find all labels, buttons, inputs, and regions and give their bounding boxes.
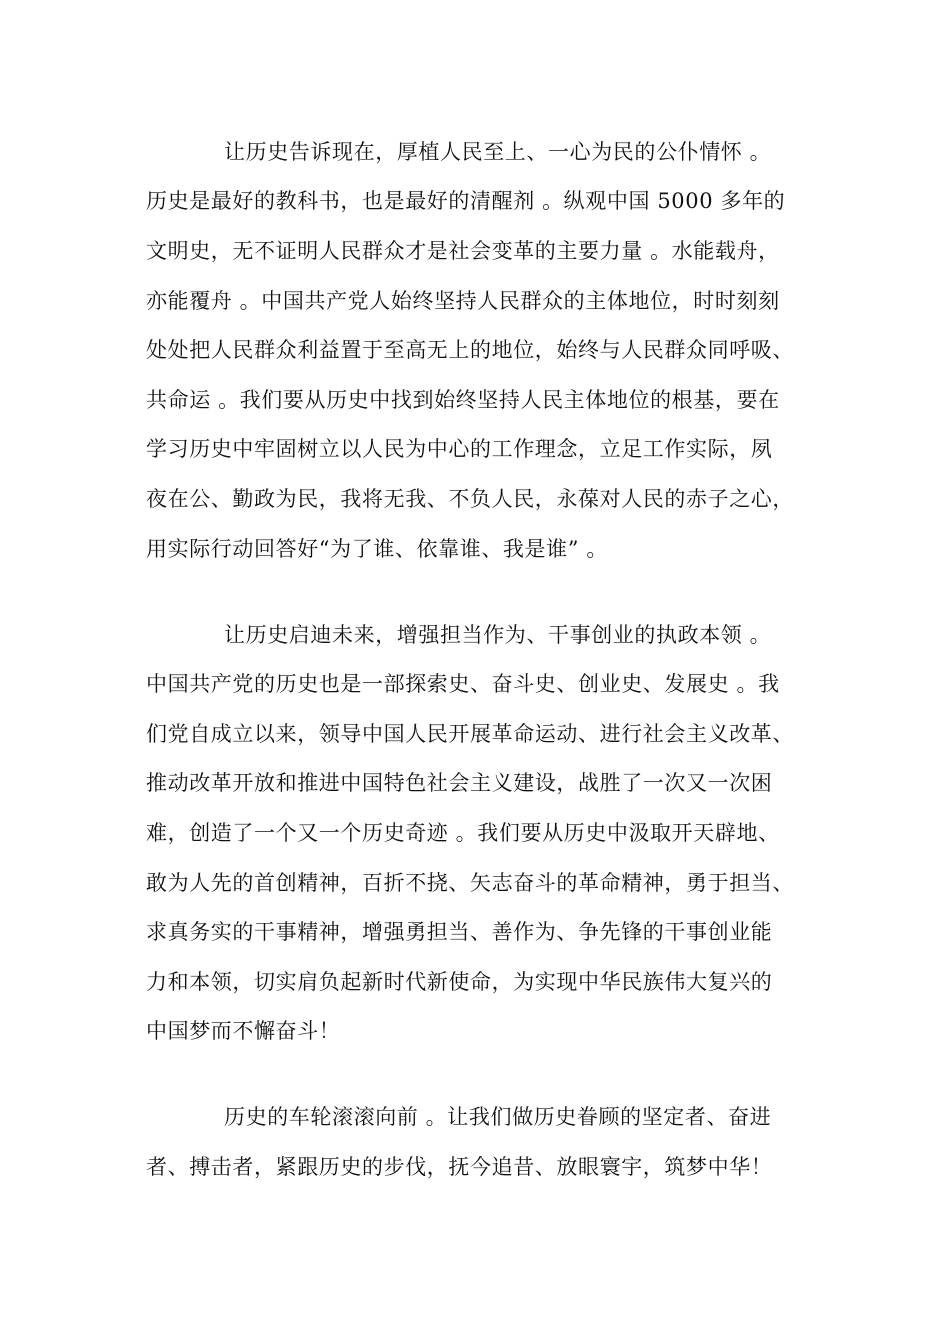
- paragraph-1-line-8: 夜在公、勤政为民，我将无我、不负人民，永葆对人民的赤子之心，: [146, 487, 794, 511]
- paragraph-2-line-8: 力和本领，切实肩负起新时代新使命，为实现中华民族伟大复兴的: [146, 970, 773, 994]
- paragraph-1-line-6: 共命运 。我们要从历史中找到始终坚持人民主体地位的根基，要在: [146, 388, 780, 412]
- paragraph-2-line-7: 求真务实的干事精神，增强勇担当、善作为、争先锋的干事创业能: [146, 920, 773, 944]
- paragraph-2-line-5: 难，创造了一个又一个历史奇迹 。我们要从历史中汲取开天辟地、: [146, 821, 780, 845]
- paragraph-2-line-4: 推动改革开放和推进中国特色社会主义建设，战胜了一次又一次困: [146, 771, 773, 795]
- paragraph-2-line-1: 让历史启迪未来，增强担当作为、干事创业的执政本领 。: [224, 623, 772, 647]
- paragraph-2-line-9: 中国梦而不懈奋斗！: [146, 1019, 341, 1043]
- paragraph-3-line-1: 历史的车轮滚滚向前 。让我们做历史眷顾的坚定者、奋进: [224, 1105, 772, 1129]
- paragraph-1-line-5: 处处把人民群众利益置于至高无上的地位，始终与人民群众同呼吸、: [146, 338, 794, 362]
- paragraph-1-line-1: 让历史告诉现在，厚植人民至上、一心为民的公仆情怀 。: [224, 140, 772, 164]
- paragraph-3-line-2: 者、搏击者，紧跟历史的步伐，抚今追昔、放眼寰宇，筑梦中华！: [146, 1155, 773, 1179]
- paragraph-1-line-2: 历史是最好的教科书，也是最好的清醒剂 。纵观中国 5000 多年的: [146, 189, 786, 213]
- paragraph-2-line-3: 们党自成立以来，领导中国人民开展革命运动、进行社会主义改革、: [146, 722, 794, 746]
- paragraph-1-line-7: 学习历史中牢固树立以人民为中心的工作理念，立足工作实际，夙: [146, 437, 773, 461]
- paragraph-2-line-2: 中国共产党的历史也是一部探索史、奋斗史、创业史、发展史 。我: [146, 672, 780, 696]
- paragraph-1-line-4: 亦能覆舟 。中国共产党人始终坚持人民群众的主体地位，时时刻刻: [146, 289, 780, 313]
- paragraph-2-line-6: 敢为人先的首创精神，百折不挠、矢志奋斗的革命精神，勇于担当、: [146, 871, 794, 895]
- paragraph-1-line-9: 用实际行动回答好“为了谁、依靠谁、我是谁” 。: [146, 537, 608, 561]
- paragraph-1-line-3: 文明史，无不证明人民群众才是社会变革的主要力量 。水能载舟，: [146, 239, 780, 263]
